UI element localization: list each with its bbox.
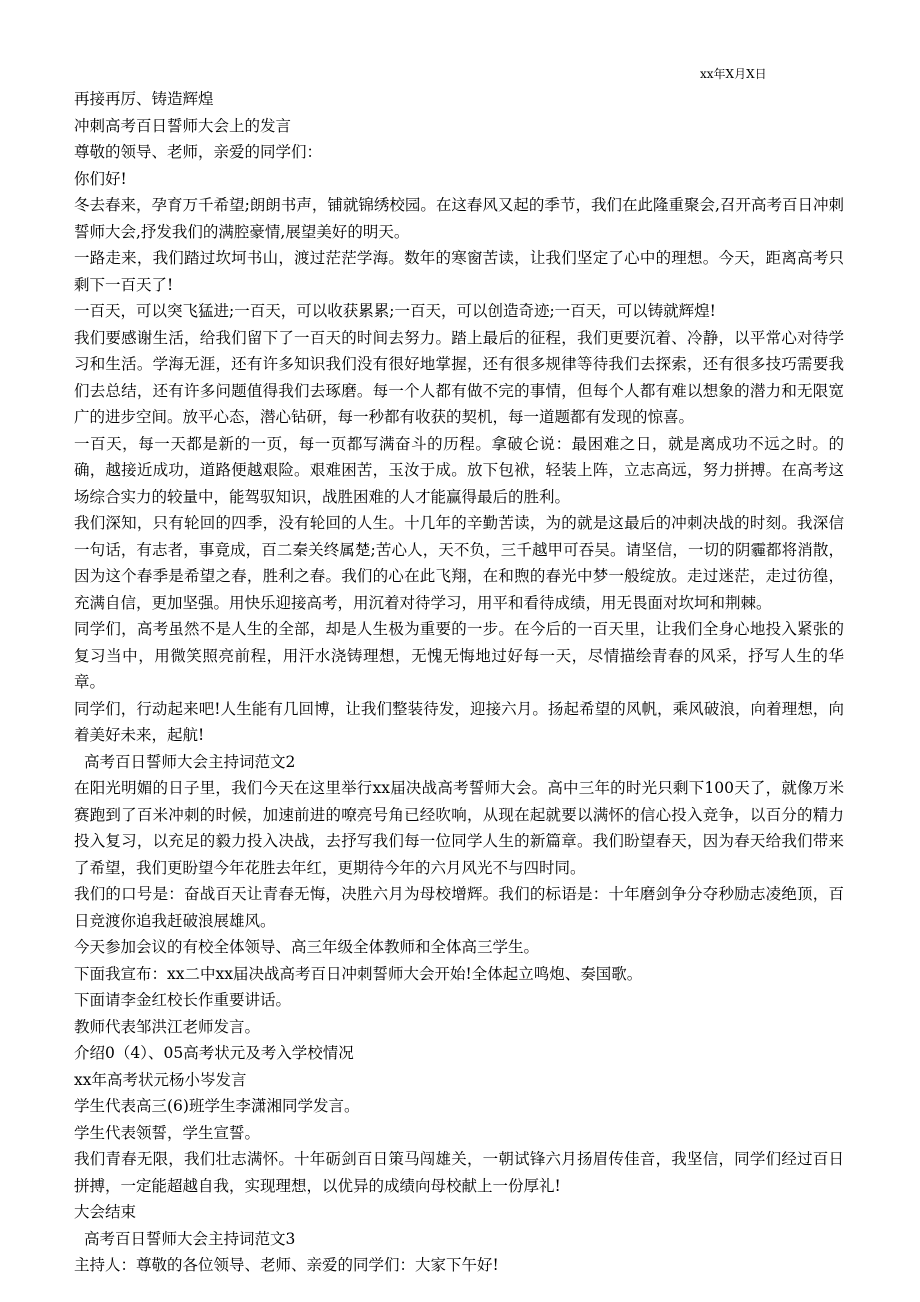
document-body [74, 86, 844, 1279]
paragraph: 大会结束 [74, 1203, 137, 1221]
paragraph: 同学们，行动起来吧!人生能有几回博，让我们整装待发，迎接六月。扬起希望的风帆，乘风破浪，向着理想，向着美好未来，起航! [74, 699, 844, 744]
paragraph: 在阳光明媚的日子里，我们今天在这里举行xx届决战高考誓师大会。高中三年的时光只剩下100天了，就像万米赛跑到了百米冲刺的时候，加速前进的嘹亮号角已经吹响，从现在起就要以满怀的信心投入竞争，以百分的精力投入复习，以充足的毅力投入决战，去抒写我们每一位同学人生的新篇章。我们盼望春天，因为春天给我们带来了希望，我们更盼望今年花胜去年红，更期待今年的六月风光不与四时同。 [74, 779, 844, 877]
paragraph: 我们青春无限，我们壮志满怀。十年砺剑百日策马闯雄关，一朝试锋六月扬眉传佳音，我坚信，同学们经过百日拼搏，一定能超越自我，实现理想，以优异的成绩向母校献上一份厚礼! [74, 1150, 844, 1195]
section-heading: 高考百日誓师大会主持词范文3 [84, 1229, 296, 1248]
paragraph: 学生代表领誓，学生宣誓。 [74, 1123, 261, 1142]
paragraph: 今天参加会议的有校全体领导、高三年级全体教师和全体高三学生。 [74, 938, 540, 956]
paragraph: 主持人：尊敬的各位领导、老师、亲爱的同学们：大家下午好! [74, 1256, 499, 1274]
section-title: 再接再厉、铸造辉煌 [74, 90, 214, 108]
paragraph: 一路走来，我们踏过坎坷书山，渡过茫茫学海。数年的寒窗苦读，让我们坚定了心中的理想。今天，距离高考只剩下一百天了! [74, 249, 844, 294]
paragraph: 下面我宣布：xx二中xx届决战高考百日冲刺誓师大会开始!全体起立鸣炮、奏国歌。 [74, 964, 643, 983]
paragraph: 我们的口号是：奋战百天让青春无悔，决胜六月为母校增辉。我们的标语是：十年磨剑争分夺秒励志凌绝顶，百日竞渡你追我赶破浪展雄风。 [74, 885, 844, 930]
paragraph: 同学们，高考虽然不是人生的全部，却是人生极为重要的一步。在今后的一百天里，让我们全身心地投入紧张的复习当中，用微笑照亮前程，用汗水浇铸理想，无愧无悔地过好每一天，尽情描绘青春的风采，抒写人生的华章。 [74, 620, 844, 691]
paragraph: 介绍0（4）、05高考状元及考入学校情况 [74, 1044, 354, 1062]
paragraph: 学生代表高三(6)班学生李潇湘同学发言。 [74, 1097, 360, 1115]
paragraph: xx年高考状元杨小岑发言 [74, 1070, 247, 1089]
greeting: 你们好! [74, 169, 127, 188]
header-date: xx年X月X日 [700, 67, 767, 81]
paragraph: 教师代表邹洪江老师发言。 [74, 1017, 261, 1036]
section-heading: 高考百日誓师大会主持词范文2 [84, 752, 296, 771]
paragraph: 冬去春来，孕育万千希望;朗朗书声，铺就锦绣校园。在这春风又起的季节，我们在此隆重聚会,召开高考百日冲刺誓师大会,抒发我们的满腔豪情,展望美好的明天。 [74, 196, 844, 241]
speech-title: 冲刺高考百日誓师大会上的发言 [74, 116, 292, 135]
paragraph: 我们深知，只有轮回的四季，没有轮回的人生。十几年的辛勤苦读，为的就是这最后的冲刺决战的时刻。我深信一句话，有志者，事竟成，百二秦关终属楚;苦心人，天不负，三千越甲可吞吴。请坚信，一切的阴霾都将消散，因为这个春季是希望之春，胜利之春。我们的心在此飞翔，在和煦的春光中梦一般绽放。走过迷茫，走过彷徨，充满自信，更加坚强。用快乐迎接高考，用沉着对待学习，用平和看待成绩，用无畏面对坎坷和荆棘。 [74, 514, 844, 612]
salutation: 尊敬的领导、老师，亲爱的同学们： [74, 143, 323, 161]
paragraph: 我们要感谢生活，给我们留下了一百天的时间去努力。踏上最后的征程，我们更要沉着、冷静，以平常心对待学习和生活。学海无涯，还有许多知识我们没有很好地掌握，还有很多规律等待我们去探索，还有很多技巧需要我们去总结，还有许多问题值得我们去琢磨。每一个人都有做不完的事情，但每个人都有难以想象的潜力和无限宽广的进步空间。放平心态，潜心钻研，每一秒都有收获的契机，每一道题都有发现的惊喜。 [74, 328, 844, 426]
paragraph: 一百天，每一天都是新的一页，每一页都写满奋斗的历程。拿破仑说：最困难之日，就是离成功不远之时。的确，越接近成功，道路便越艰险。艰难困苦，玉汝于成。放下包袱，轻装上阵，立志高远，努力拼搏。在高考这场综合实力的较量中，能驾驭知识，战胜困难的人才能赢得最后的胜利。 [74, 434, 844, 506]
paragraph: 下面请李金红校长作重要讲话。 [74, 991, 292, 1009]
paragraph: 一百天，可以突飞猛进;一百天，可以收获累累;一百天，可以创造奇迹;一百天，可以铸就辉煌! [74, 302, 716, 320]
